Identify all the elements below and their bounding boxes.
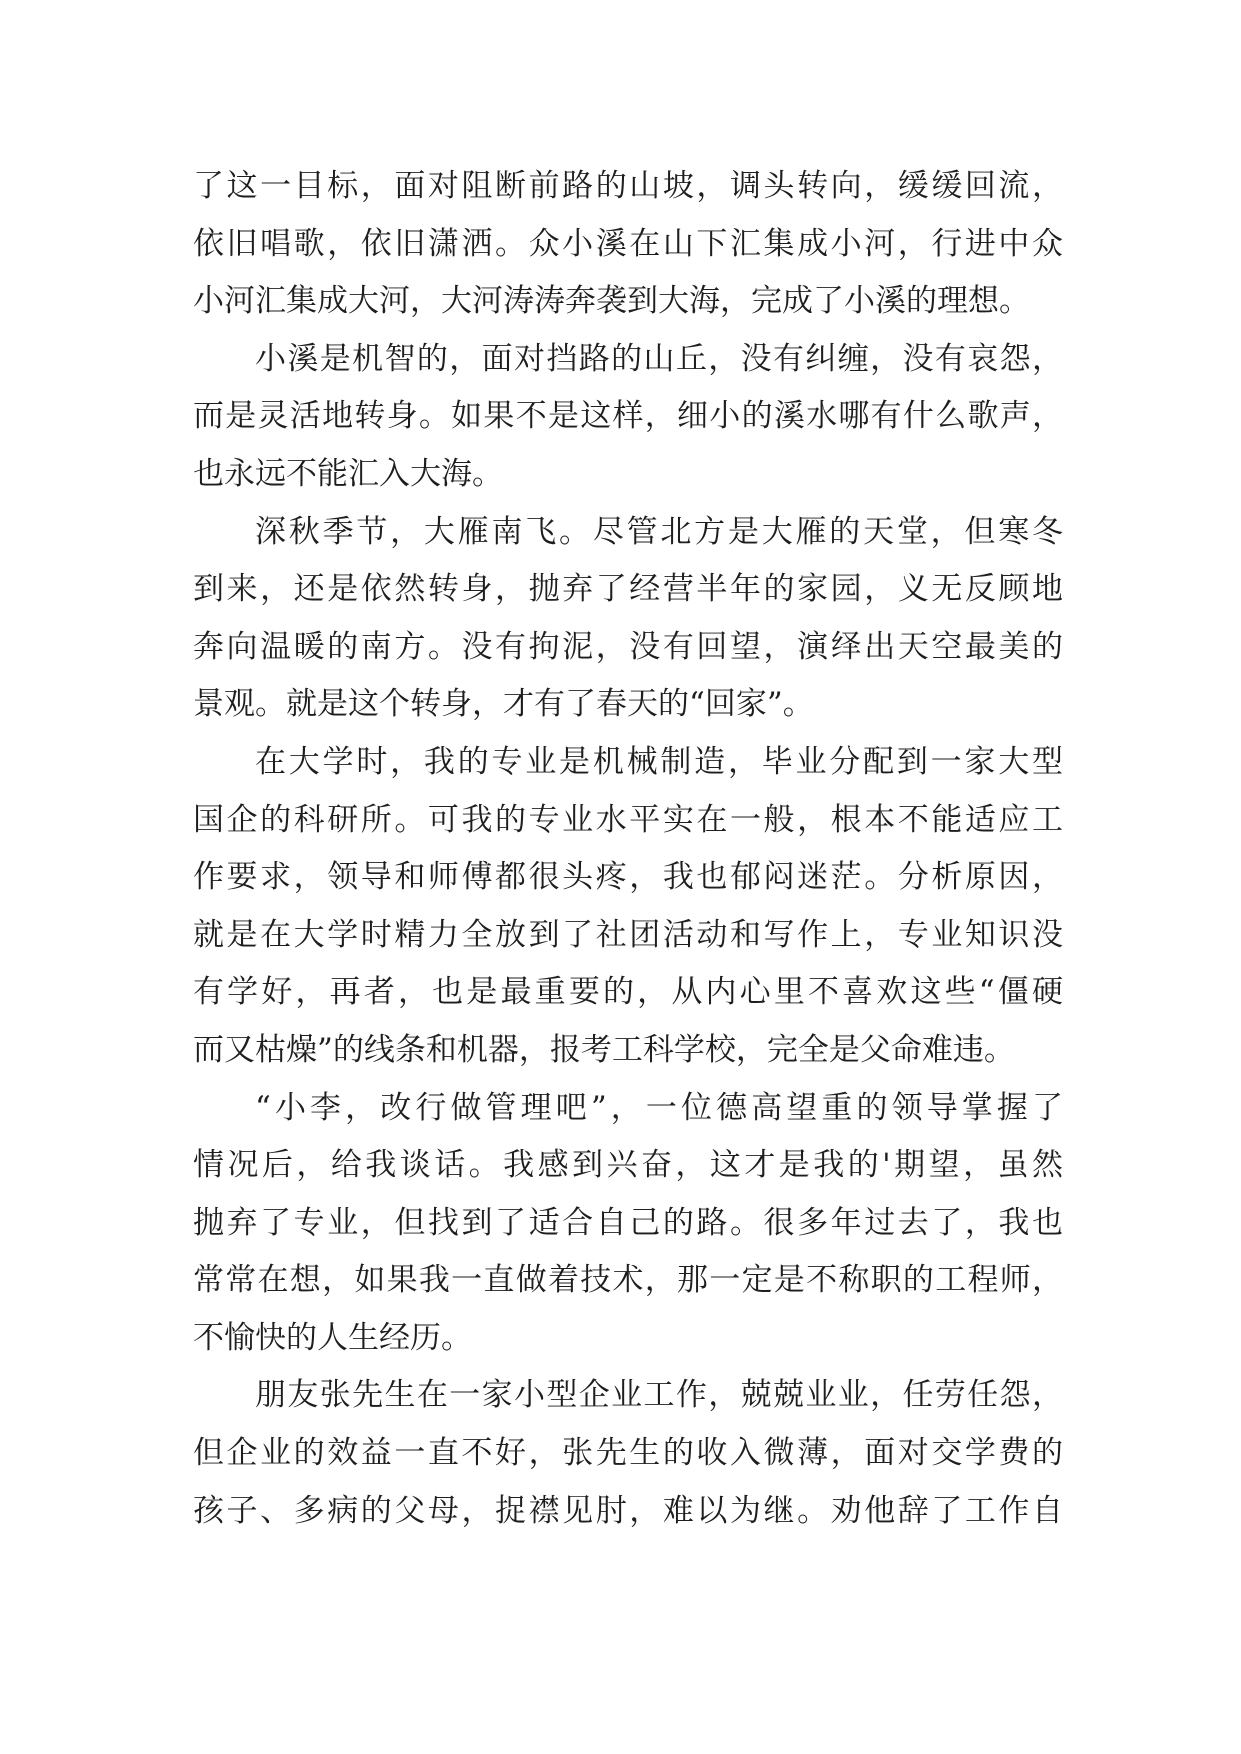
- text-line: 也永远不能汇入大海。: [193, 455, 503, 492]
- text-line: 深秋季节，大雁南飞。尽管北方是大雁的天堂，但寒冬: [255, 513, 1063, 550]
- text-line: 作要求，领导和师傅都很头疼，我也郁闷迷茫。分析原因，: [193, 859, 1063, 896]
- text-line: 在大学时，我的专业是机械制造，毕业分配到一家大型: [255, 743, 1063, 780]
- text-line: 孩子、多病的父母，捉襟见肘，难以为继。劝他辞了工作自: [193, 1492, 1063, 1529]
- text-line: 就是在大学时精力全放到了社团活动和写作上，专业知识没: [193, 916, 1063, 953]
- text-line: 奔向温暖的南方。没有拘泥，没有回望，演绎出天空最美的: [193, 628, 1063, 665]
- body-text: [193, 158, 1063, 1540]
- text-line: 抛弃了专业，但找到了适合自己的路。很多年过去了，我也: [193, 1204, 1063, 1241]
- text-line: 不愉快的人生经历。: [193, 1319, 472, 1356]
- text-line: 依旧唱歌，依旧潇洒。众小溪在山下汇集成小河，行进中众: [193, 225, 1063, 262]
- text-line: 有学好，再者，也是最重要的，从内心里不喜欢这些“僵硬: [193, 974, 1063, 1011]
- text-line: 了这一目标，面对阻断前路的山坡，调头转向，缓缓回流，: [193, 168, 1063, 204]
- text-line: 景观。就是这个转身，才有了春天的“回家”。: [193, 686, 814, 723]
- text-line: 小溪是机智的，面对挡路的山丘，没有纠缠，没有哀怨，: [255, 340, 1063, 377]
- text-line: 而是灵活地转身。如果不是这样，细小的溪水哪有什么歌声，: [193, 398, 1063, 435]
- text-line: 而又枯燥”的线条和机器，报考工科学校，完全是父命难违。: [193, 1031, 1015, 1068]
- text-line: 情况后，给我谈话。我感到兴奋，这才是我的'期望，虽然: [193, 1147, 1063, 1184]
- text-line: 小河汇集成大河，大河涛涛奔袭到大海，完成了小溪的理想。: [193, 283, 1030, 320]
- text-line: 国企的科研所。可我的专业水平实在一般，根本不能适应工: [193, 801, 1063, 838]
- text-line: 常常在想，如果我一直做着技术，那一定是不称职的工程师，: [193, 1262, 1063, 1299]
- text-line: 朋友张先生在一家小型企业工作，兢兢业业，任劳任怨，: [255, 1377, 1063, 1414]
- text-line: 到来，还是依然转身，抛弃了经营半年的家园，义无反顾地: [193, 571, 1063, 608]
- text-line: 但企业的效益一直不好，张先生的收入微薄，面对交学费的: [193, 1435, 1063, 1472]
- text-line: “小李，改行做管理吧”，一位德高望重的领导掌握了: [255, 1089, 1063, 1126]
